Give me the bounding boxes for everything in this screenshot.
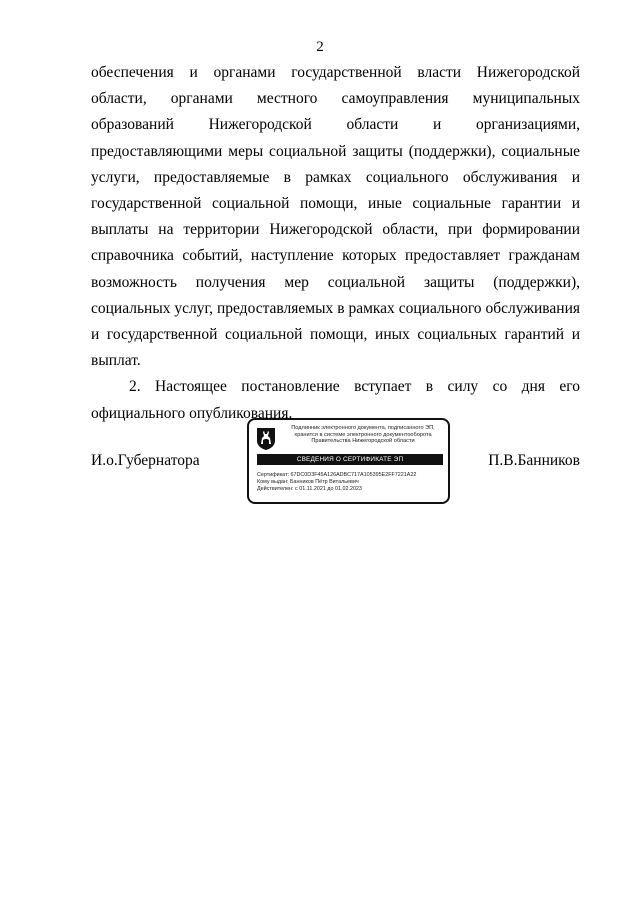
deer-coat-of-arms-icon <box>256 427 276 451</box>
signature-block <box>91 425 580 520</box>
certificate-validity: Действителен: с 01.11.2021 до 01.02.2023 <box>257 486 362 493</box>
electronic-signature-stamp <box>247 418 450 504</box>
page-number: 2 <box>316 39 324 55</box>
paragraph-2: 2. Настоящее постановление вступает в силу со дня его официального опубликования. <box>91 378 580 422</box>
signatory-name: П.В.Банников <box>488 452 580 469</box>
certificate-details <box>257 472 447 494</box>
certificate-owner: Кому выдан: Банников Пётр Витальевич <box>257 479 359 486</box>
certificate-info-bar: СВЕДЕНИЯ О СЕРТИФИКАТЕ ЭП <box>257 454 443 465</box>
document-body <box>91 60 580 427</box>
signatory-title: И.о.Губернатора <box>91 452 200 469</box>
stamp-header-line-3: Правительства Нижегородской области <box>311 438 415 445</box>
stamp-header <box>279 425 447 445</box>
stamp-header-line-2: хранится в системе электронного документооборота <box>294 431 432 438</box>
paragraph-1: обеспечения и органами государственной власти Нижегородской области, органами местного самоуправления муниципальных образований Нижегородской области и организациями, предоставляющими меры социальной защиты (поддержки), социальные услуги, предоставляемые в рамках социального обслуживания и государственной социальной помощи, иные социальные гарантии и выплаты на территории Нижегородской области, при формировании справочника событий, наступление которых предоставляет гражданам возможность получения мер социальной защиты (поддержки), социальных услуг, предоставляемых в рамках социального обслуживания и государственной социальной помощи, иных социальных гарантий и выплат. <box>91 64 580 370</box>
certificate-number: Сертификат: 67DC0D3F45A126ADBC717A105395E2FF7221A22 <box>257 472 417 478</box>
stamp-header-line-1: Подлинник электронного документа, подписанного ЭП, <box>291 425 435 431</box>
